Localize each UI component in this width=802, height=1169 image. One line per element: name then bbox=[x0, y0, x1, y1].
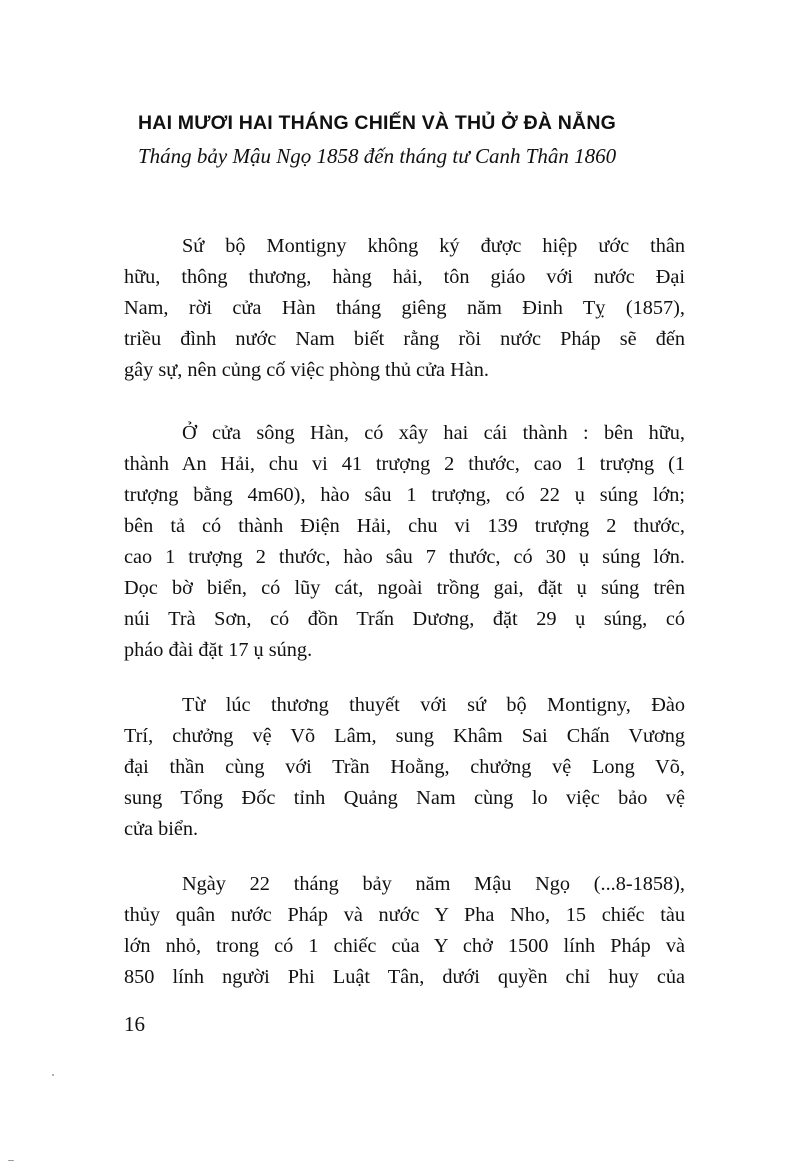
text-line: hữu, thông thương, hàng hải, tôn giáo với nước Đại bbox=[124, 266, 685, 288]
paragraph-4 bbox=[124, 869, 685, 993]
text-line: Ngày 22 tháng bảy năm Mậu Ngọ (...8-1858), bbox=[182, 873, 685, 895]
text-line: thành An Hải, chu vi 41 trượng 2 thước, cao 1 trượng (1 bbox=[124, 453, 685, 475]
paragraph-1 bbox=[124, 231, 685, 386]
text-line: đại thần cùng với Trần Hoằng, chưởng vệ Long Võ, bbox=[124, 756, 685, 778]
scan-speck bbox=[52, 1074, 54, 1076]
paragraph-3 bbox=[124, 690, 685, 845]
text-line: Dọc bờ biển, có lũy cát, ngoài trồng gai, đặt ụ súng trên bbox=[124, 577, 685, 599]
text-line: Từ lúc thương thuyết với sứ bộ Montigny, Đào bbox=[182, 694, 685, 716]
text-line: Ở cửa sông Hàn, có xây hai cái thành : bên hữu, bbox=[182, 422, 685, 444]
paragraph-2 bbox=[124, 418, 685, 666]
text-line: triều đình nước Nam biết rằng rồi nước Pháp sẽ đến bbox=[124, 328, 685, 350]
text-line: Sứ bộ Montigny không ký được hiệp ước thân bbox=[182, 235, 685, 257]
scan-speck bbox=[8, 1160, 14, 1161]
text-line: trượng bằng 4m60), hào sâu 1 trượng, có 22 ụ súng lớn; bbox=[124, 484, 685, 506]
text-line: 850 lính người Phi Luật Tân, dưới quyền chỉ huy của bbox=[124, 966, 685, 988]
text-line: sung Tổng Đốc tỉnh Quảng Nam cùng lo việc bảo vệ bbox=[124, 787, 685, 809]
page-number: 16 bbox=[124, 1012, 145, 1036]
text-line: thủy quân nước Pháp và nước Y Pha Nho, 15 chiếc tàu bbox=[124, 904, 685, 926]
text-line: pháo đài đặt 17 ụ súng. bbox=[124, 639, 313, 661]
text-line: lớn nhỏ, trong có 1 chiếc của Y chở 1500 lính Pháp và bbox=[124, 935, 685, 957]
text-line: núi Trà Sơn, có đồn Trấn Dương, đặt 29 ụ súng, có bbox=[124, 608, 685, 630]
text-line: cửa biển. bbox=[124, 818, 199, 840]
text-line: bên tả có thành Điện Hải, chu vi 139 trượng 2 thước, bbox=[124, 515, 685, 537]
text-line: cao 1 trượng 2 thước, hào sâu 7 thước, có 30 ụ súng lớn. bbox=[124, 546, 685, 568]
text-line: gây sự, nên củng cố việc phòng thủ cửa Hàn. bbox=[124, 359, 489, 381]
text-line: Nam, rời cửa Hàn tháng giêng năm Đinh Tỵ (1857), bbox=[124, 297, 685, 319]
text-line: Trí, chưởng vệ Võ Lâm, sung Khâm Sai Chấn Vương bbox=[124, 725, 685, 747]
chapter-title: HAI MƯƠI HAI THÁNG CHIẾN VÀ THỦ Ở ĐÀ NẴNG bbox=[138, 112, 616, 134]
chapter-subtitle: Tháng bảy Mậu Ngọ 1858 đến tháng tư Canh Thân 1860 bbox=[138, 144, 617, 168]
